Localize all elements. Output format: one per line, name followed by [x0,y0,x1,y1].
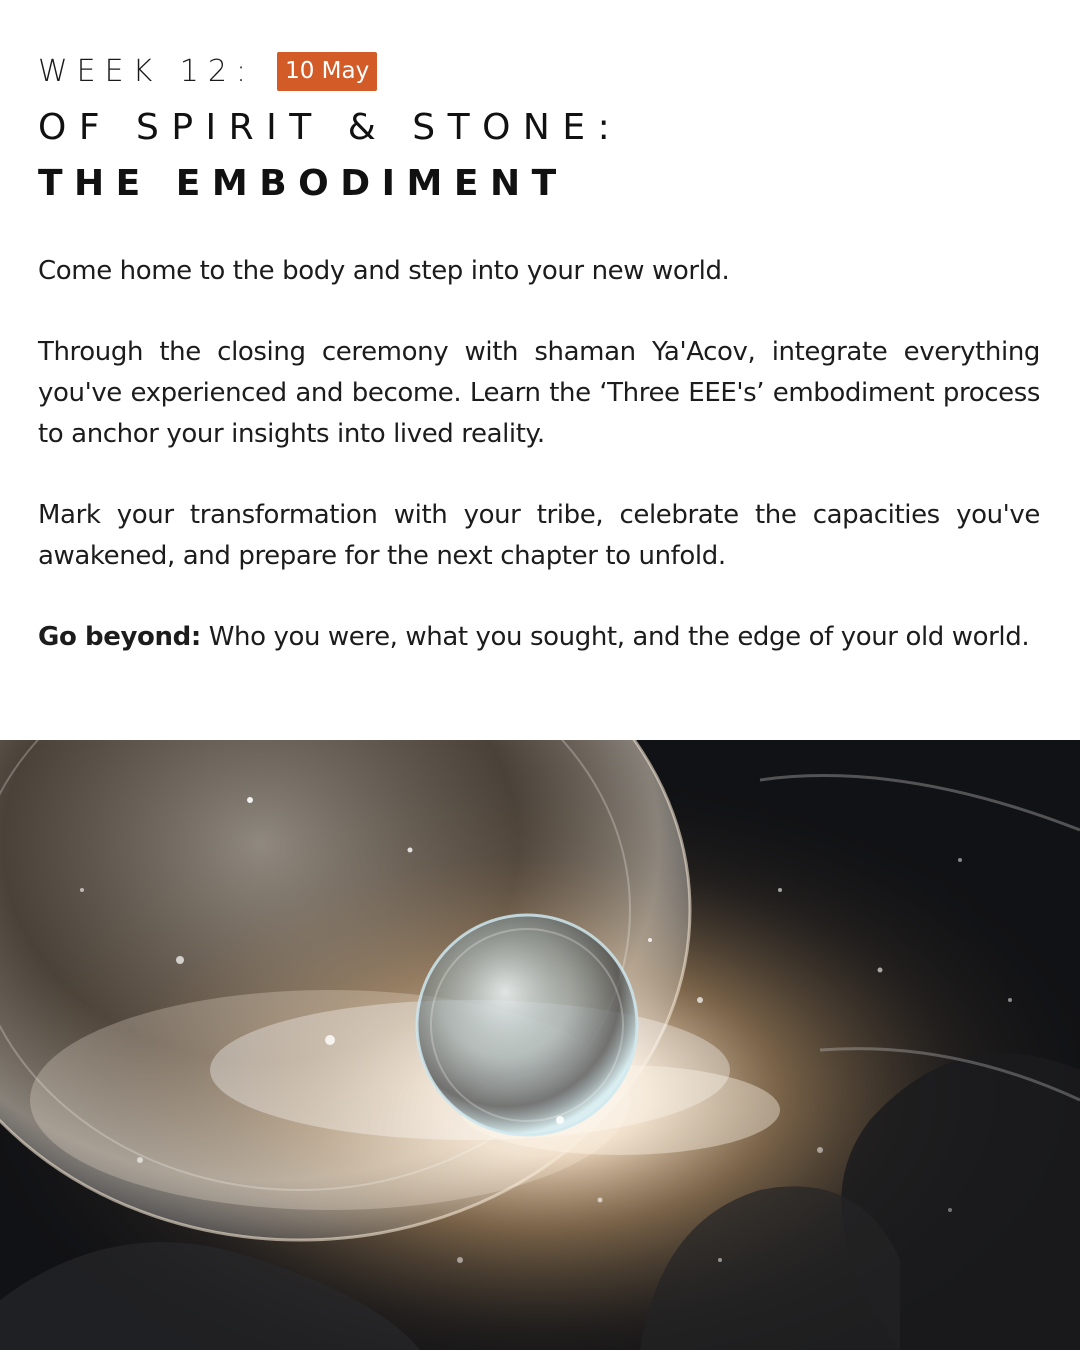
paragraph-go-beyond [38,617,1040,658]
week-row [38,50,1042,92]
body-text [38,251,1040,658]
cosmic-illustration [0,740,1080,1350]
week-label: WEEK 12: [38,53,256,89]
paragraph-intro: Come home to the body and step into your new world. [38,256,730,286]
paragraph-ceremony: Through the closing ceremony with shaman Ya'Acov, integrate everything you've experienced and become. Learn the ‘Three EEE's’ embodiment process to anchor your insights into lived reality. [38,337,1040,449]
date-badge: 10 May [277,52,377,91]
title-line-1: OF SPIRIT & STONE: [38,107,623,148]
go-beyond-label: Go beyond: [38,622,201,652]
cosmic-image [0,740,1080,1350]
title-line-2: THE EMBODIMENT [38,163,568,204]
go-beyond-text: Who you were, what you sought, and the edge of your old world. [200,622,1030,652]
header [38,50,1042,206]
paragraph-transformation: Mark your transformation with your tribe, celebrate the capacities you've awakened, and prepare for the next chapter to unfold. [38,500,1040,571]
